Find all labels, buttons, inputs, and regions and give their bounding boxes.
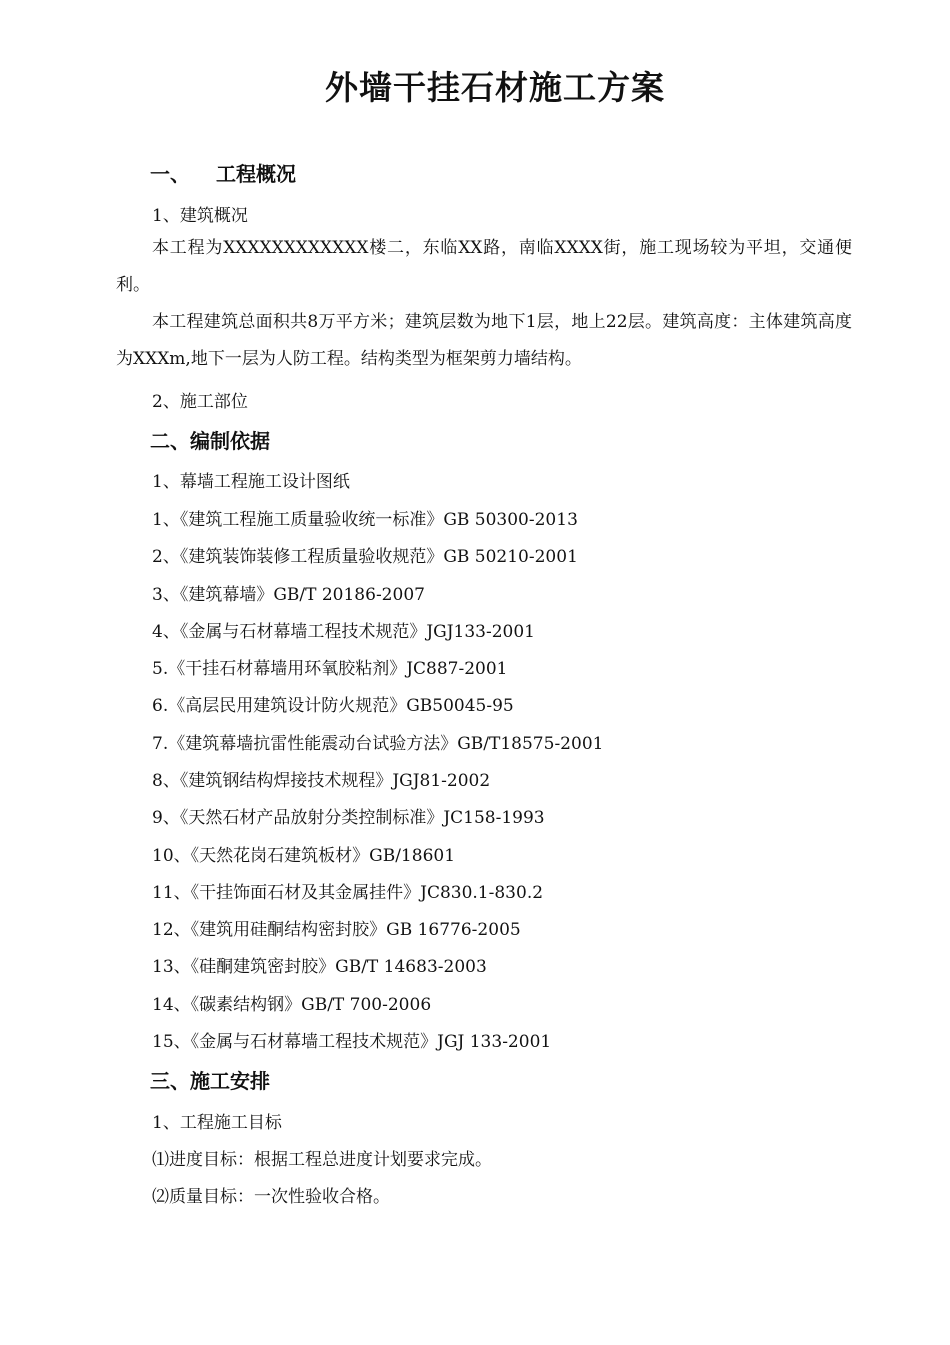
list-item: 12、《建筑用硅酮结构密封胶》GB 16776-2005 bbox=[152, 920, 521, 940]
list-item: 6.《高层民用建筑设计防火规范》GB50045-95 bbox=[152, 696, 514, 716]
list-item: 2、《建筑装饰装修工程质量验收规范》GB 50210-2001 bbox=[152, 547, 578, 567]
list-item: 1、工程施工目标 bbox=[152, 1113, 282, 1133]
list-item: 5.《干挂石材幕墙用环氧胶粘剂》JC887-2001 bbox=[152, 659, 508, 679]
list-item: 9、《天然石材产品放射分类控制标准》JC158-1993 bbox=[152, 808, 545, 828]
list-item: 13、《硅酮建筑密封胶》GB/T 14683-2003 bbox=[152, 957, 487, 977]
section-title: 工程概况 bbox=[216, 162, 296, 186]
section-heading-overview bbox=[150, 158, 296, 187]
list-item: 1、《建筑工程施工质量验收统一标准》GB 50300-2013 bbox=[152, 510, 578, 530]
list-item: 14、《碳素结构钢》GB/T 700-2006 bbox=[152, 995, 432, 1015]
list-item: 8、《建筑钢结构焊接技术规程》JGJ81-2002 bbox=[152, 771, 491, 791]
section-heading-arrangement: 三、施工安排 bbox=[150, 1069, 270, 1093]
list-item: ⑵质量目标：一次性验收合格。 bbox=[152, 1187, 390, 1207]
section-heading-basis: 二、编制依据 bbox=[150, 429, 270, 453]
section-number: 一、 bbox=[150, 162, 190, 186]
list-item: 15、《金属与石材幕墙工程技术规范》JGJ 133-2001 bbox=[152, 1032, 552, 1052]
subsection-building-overview: 1、建筑概况 bbox=[152, 206, 248, 226]
paragraph-project-scale: 本工程建筑总面积共8万平方米；建筑层数为地下1层，地上22层。建筑高度：主体建筑高度为XXXm,地下一层为人防工程。结构类型为框架剪力墙结构。 bbox=[116, 312, 852, 369]
paragraph-project-location: 本工程为XXXXXXXXXXXX楼二，东临XX路，南临XXXX街，施工现场较为平坦，交通便利。 bbox=[116, 238, 852, 295]
subsection-construction-area: 2、施工部位 bbox=[152, 392, 248, 412]
list-item: ⑴进度目标：根据工程总进度计划要求完成。 bbox=[152, 1150, 492, 1170]
document-title: 外墙干挂石材施工方案 bbox=[325, 68, 665, 107]
list-item: 11、《干挂饰面石材及其金属挂件》JC830.1-830.2 bbox=[152, 883, 544, 903]
list-item: 10、《天然花岗石建筑板材》GB/18601 bbox=[152, 846, 456, 866]
list-item: 7.《建筑幕墙抗雷性能震动台试验方法》GB/T18575-2001 bbox=[152, 734, 604, 754]
list-item: 3、《建筑幕墙》GB/T 20186-2007 bbox=[152, 585, 425, 605]
list-item: 1、幕墙工程施工设计图纸 bbox=[152, 472, 350, 492]
list-item: 4、《金属与石材幕墙工程技术规范》JGJ133-2001 bbox=[152, 622, 535, 642]
